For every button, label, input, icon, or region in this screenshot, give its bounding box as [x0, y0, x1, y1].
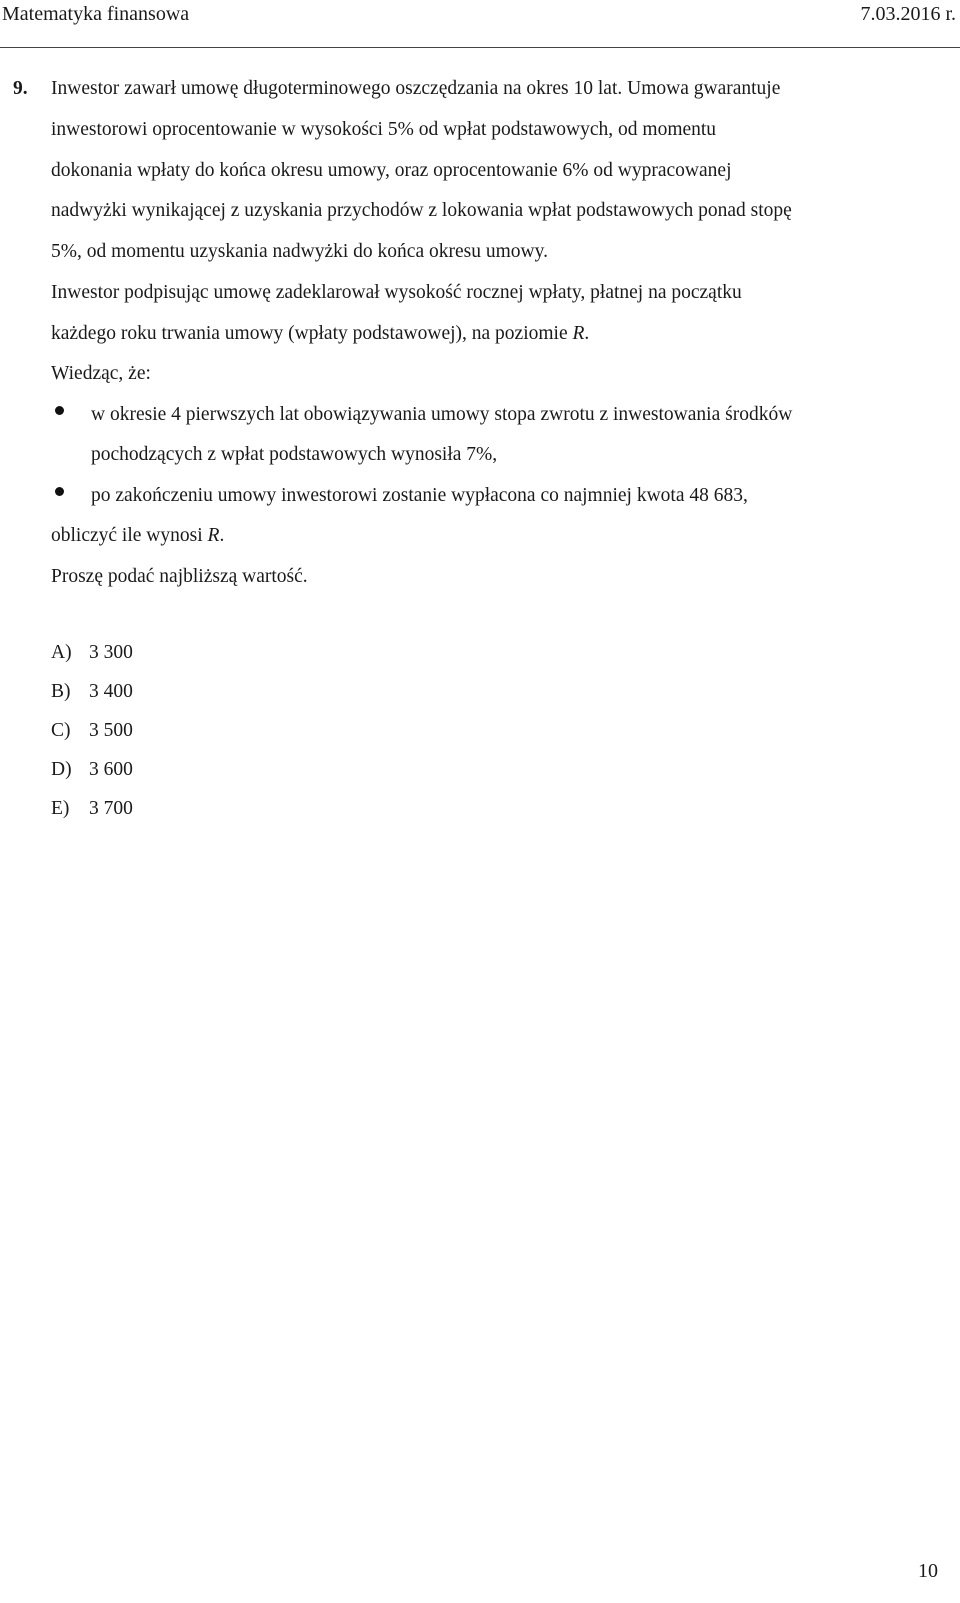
bullet-dot — [55, 487, 64, 496]
header-subject: Matematyka finansowa — [2, 3, 190, 25]
answer-option-d[interactable] — [51, 758, 133, 782]
option-value: 3 700 — [89, 798, 133, 819]
option-letter: A) — [51, 642, 72, 663]
option-value: 3 300 — [89, 642, 133, 663]
page-number: 10 — [918, 1560, 938, 1582]
question-text-line: Inwestor zawarł umowę długoterminowego oszczędzania na okres 10 lat. Umowa gwarantuje — [51, 78, 781, 99]
answer-option-b[interactable] — [51, 680, 133, 704]
question-text-line: Inwestor podpisując umowę zadeklarował wysokość rocznej wpłaty, płatnej na początku — [51, 282, 742, 303]
answer-option-a[interactable] — [51, 641, 133, 665]
option-value: 3 500 — [89, 720, 133, 741]
answer-option-e[interactable] — [51, 797, 133, 821]
header-divider — [0, 47, 960, 48]
option-value: 3 600 — [89, 759, 133, 780]
question-text-line — [51, 322, 589, 346]
variable-r: R — [572, 323, 585, 344]
bullet-dot — [55, 406, 64, 415]
bullet-text-line: po zakończeniu umowy inwestorowi zostanie wypłacona co najmniej kwota 48 683, — [91, 485, 748, 506]
option-value: 3 400 — [89, 681, 133, 702]
question-text-line: nadwyżki wynikającej z uzyskania przychodów z lokowania wpłat podstawowych ponad stopę — [51, 200, 792, 221]
question-text-line: 5%, od momentu uzyskania nadwyżki do końca okresu umowy. — [51, 241, 548, 262]
period: . — [584, 323, 590, 344]
bullet-text-line: w okresie 4 pierwszych lat obowiązywania umowy stopa zwrotu z inwestowania środków — [91, 404, 793, 425]
option-letter: E) — [51, 798, 70, 819]
answer-option-c[interactable] — [51, 719, 133, 743]
option-letter: D) — [51, 759, 72, 780]
option-letter: B) — [51, 681, 71, 702]
question-text-line: inwestorowi oprocentowanie w wysokości 5% od wpłat podstawowych, od momentu — [51, 119, 717, 140]
nearest-value-instruction: Proszę podać najbliższą wartość. — [51, 566, 308, 587]
knowing-label: Wiedząc, że: — [51, 363, 151, 384]
header-date: 7.03.2016 r. — [860, 3, 956, 25]
question-text-fragment: każdego roku trwania umowy (wpłaty podstawowej), na poziomie — [51, 323, 568, 344]
compute-instruction — [51, 524, 224, 548]
variable-r: R — [207, 525, 220, 546]
question-text-line: dokonania wpłaty do końca okresu umowy, oraz oprocentowanie 6% od wypracowanej — [51, 160, 732, 181]
option-letter: C) — [51, 720, 71, 741]
period: . — [219, 525, 225, 546]
bullet-text-line: pochodzących z wpłat podstawowych wynosiła 7%, — [91, 444, 498, 465]
question-number: 9. — [13, 78, 28, 99]
question-text-fragment: obliczyć ile wynosi — [51, 525, 203, 546]
